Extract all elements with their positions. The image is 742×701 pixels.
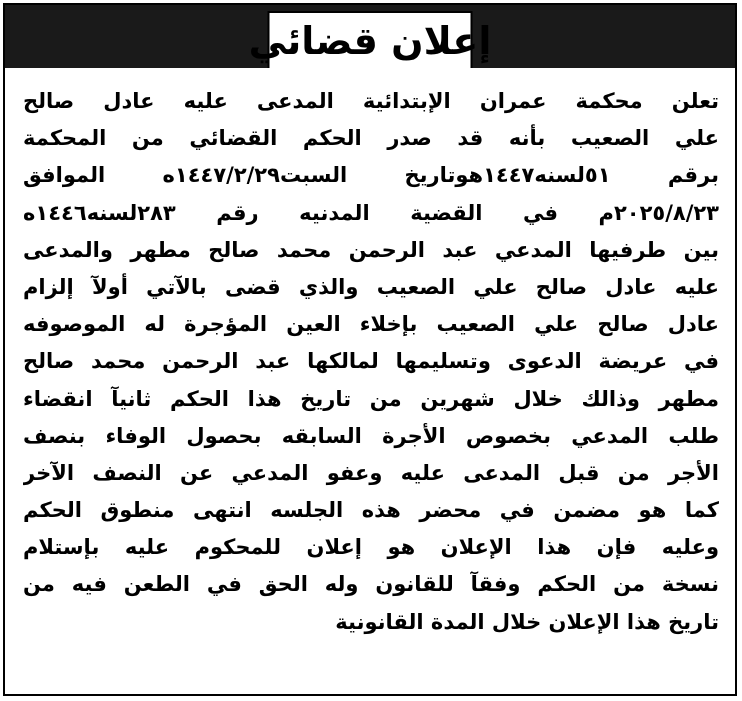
notice-body <box>23 83 719 641</box>
body-line: مطهر وذالك خلال شهرين من تاريخ هذا الحكم ثانيآ انقضاء <box>23 386 719 411</box>
body-line: عادل صالح علي الصعيب بإخلاء العين المؤجرة له الموصوفه <box>23 312 719 337</box>
body-line: تاريخ هذا الإعلان خلال المدة القانونية <box>335 609 719 634</box>
body-line: برقم ٥١لسنه١٤٤٧هوتاريخ السبت١٤٤٧/٢/٢٩ه الموافق <box>23 163 719 188</box>
judicial-notice <box>3 3 737 696</box>
body-line: عليه عادل صالح علي الصعيب والذي قضى بالآتي أولآ إلزام <box>23 274 719 299</box>
header-band <box>5 5 735 68</box>
body-line: علي الصعيب بأنه قد صدر الحكم القضائي من المحكمة <box>23 126 719 151</box>
body-line: بين طرفيها المدعي عبد الرحمن محمد صالح مطهر والمدعى <box>23 237 719 262</box>
body-line: كما هو مضمن في محضر هذه الجلسه انتهى منطوق الحكم <box>23 498 719 523</box>
body-line: تعلن محكمة عمران الإبتدائية المدعى عليه عادل صالح <box>23 89 719 113</box>
title-box <box>248 11 492 68</box>
body-line: وعليه فإن هذا الإعلان هو إعلان للمحكوم عليه بإستلام <box>23 535 719 560</box>
body-line: طلب المدعي بخصوص الأجرة السابقه بحصول الوفاء بنصف <box>23 423 719 448</box>
body-line: نسخة من الحكم وفقآ للقانون وله الحق في الطعن فيه من <box>23 572 719 597</box>
body-line: ٢٠٢٥/٨/٢٣م في القضية المدنيه رقم ٢٨٣لسنه١٤٤٦ه <box>23 200 719 225</box>
notice-title: إعلان قضائي <box>248 18 492 63</box>
body-line: في عريضة الدعوى وتسليمها لمالكها عبد الرحمن محمد صالح <box>23 349 719 374</box>
body-line: الأجر من قبل المدعى عليه وعفو المدعي عن النصف الآخر <box>23 460 719 485</box>
